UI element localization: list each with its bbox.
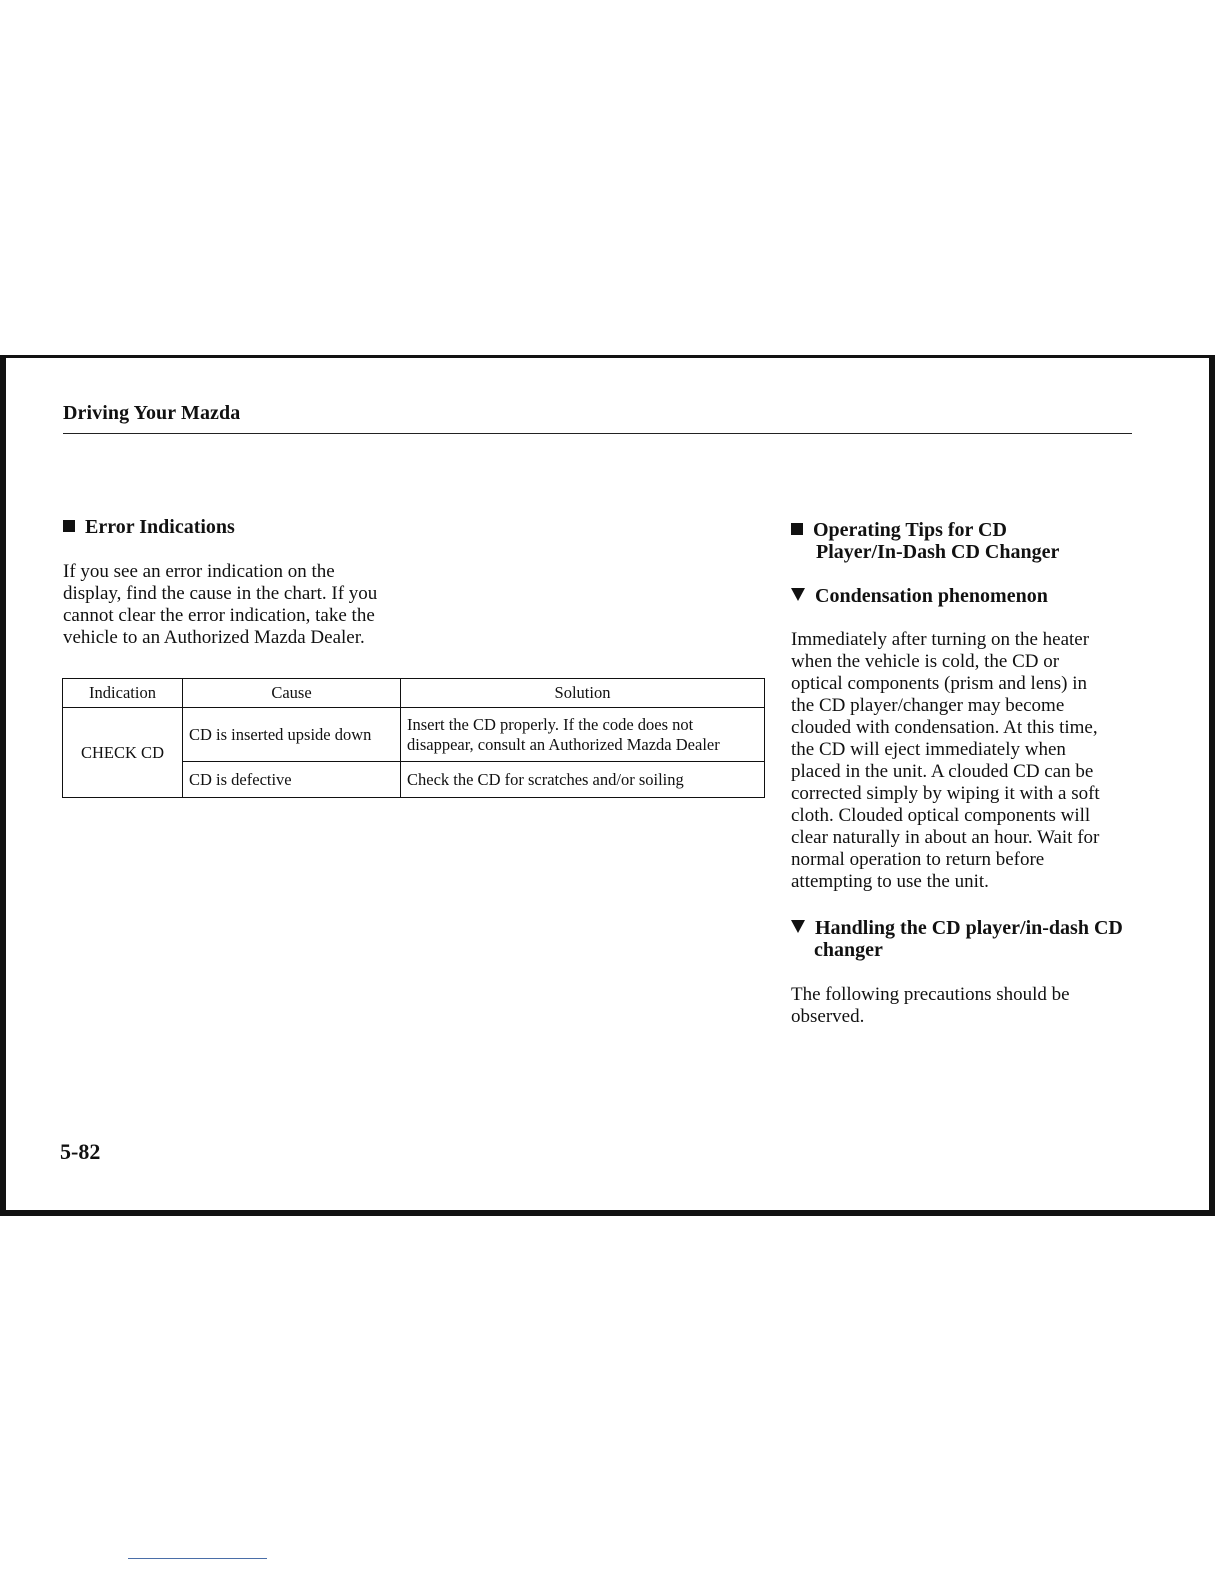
- operating-tips-heading: [791, 519, 1059, 563]
- bottom-link-rule: [128, 1558, 267, 1559]
- paragraph-line: Immediately after turning on the heater: [791, 629, 1090, 650]
- running-header: Driving Your Mazda: [63, 402, 241, 424]
- cause-cell: CD is inserted upside down: [183, 708, 401, 762]
- intro-line: cannot clear the error indication, take the: [63, 605, 375, 626]
- error-indication-table: [62, 678, 765, 798]
- triangle-down-bullet-icon: [791, 588, 805, 601]
- operating-tips-heading-line: Operating Tips for CD: [813, 519, 1007, 541]
- paragraph-line: The following precautions should be: [791, 984, 1070, 1005]
- solution-line: disappear, consult an Authorized Mazda Dealer: [407, 734, 720, 754]
- square-bullet-icon: [791, 523, 803, 535]
- paragraph-line: observed.: [791, 1006, 865, 1027]
- intro-line: vehicle to an Authorized Mazda Dealer.: [63, 627, 365, 648]
- error-intro-paragraph: [63, 561, 377, 649]
- table-row: [63, 708, 765, 762]
- cause-cell: CD is defective: [183, 762, 401, 798]
- header-solution: Solution: [401, 679, 765, 708]
- condensation-subheading-text: Condensation phenomenon: [815, 585, 1048, 607]
- header-rule: [63, 433, 1132, 434]
- square-bullet-icon: [63, 520, 75, 532]
- solution-cell: [401, 708, 765, 762]
- intro-line: display, find the cause in the chart. If you: [63, 583, 378, 604]
- paragraph-line: clouded with condensation. At this time,: [791, 717, 1098, 738]
- handling-paragraph: [791, 984, 1070, 1028]
- triangle-down-bullet-icon: [791, 920, 805, 933]
- handling-subheading-line: changer: [814, 939, 883, 961]
- condensation-subheading: [791, 585, 1048, 607]
- paragraph-line: attempting to use the unit.: [791, 871, 989, 892]
- solution-line: Check the CD for scratches and/or soiling: [407, 769, 684, 789]
- operating-tips-heading-line: Player/In-Dash CD Changer: [816, 541, 1060, 563]
- header-indication: Indication: [63, 679, 183, 708]
- handling-subheading: [791, 917, 1123, 961]
- paragraph-line: placed in the unit. A clouded CD can be: [791, 761, 1094, 782]
- solution-cell: [401, 762, 765, 798]
- condensation-paragraph: [791, 629, 1100, 893]
- paragraph-line: when the vehicle is cold, the CD or: [791, 651, 1060, 672]
- paragraph-line: clear naturally in about an hour. Wait for: [791, 827, 1100, 848]
- paragraph-line: optical components (prism and lens) in: [791, 673, 1088, 694]
- paragraph-line: the CD player/changer may become: [791, 695, 1065, 716]
- paragraph-line: the CD will eject immediately when: [791, 739, 1066, 760]
- indication-cell: CHECK CD: [63, 708, 183, 798]
- paragraph-line: corrected simply by wiping it with a soft: [791, 783, 1100, 804]
- error-indications-heading-text: Error Indications: [85, 516, 235, 538]
- intro-line: If you see an error indication on the: [63, 561, 335, 582]
- paragraph-line: cloth. Clouded optical components will: [791, 805, 1091, 826]
- handling-subheading-line: Handling the CD player/in-dash CD: [815, 917, 1123, 939]
- table-header-row: [63, 679, 765, 708]
- solution-line: Insert the CD properly. If the code does not: [407, 714, 694, 734]
- page-number: 5-82: [60, 1139, 101, 1164]
- error-indications-heading: [63, 516, 235, 538]
- paragraph-line: normal operation to return before: [791, 849, 1045, 870]
- header-cause: Cause: [183, 679, 401, 708]
